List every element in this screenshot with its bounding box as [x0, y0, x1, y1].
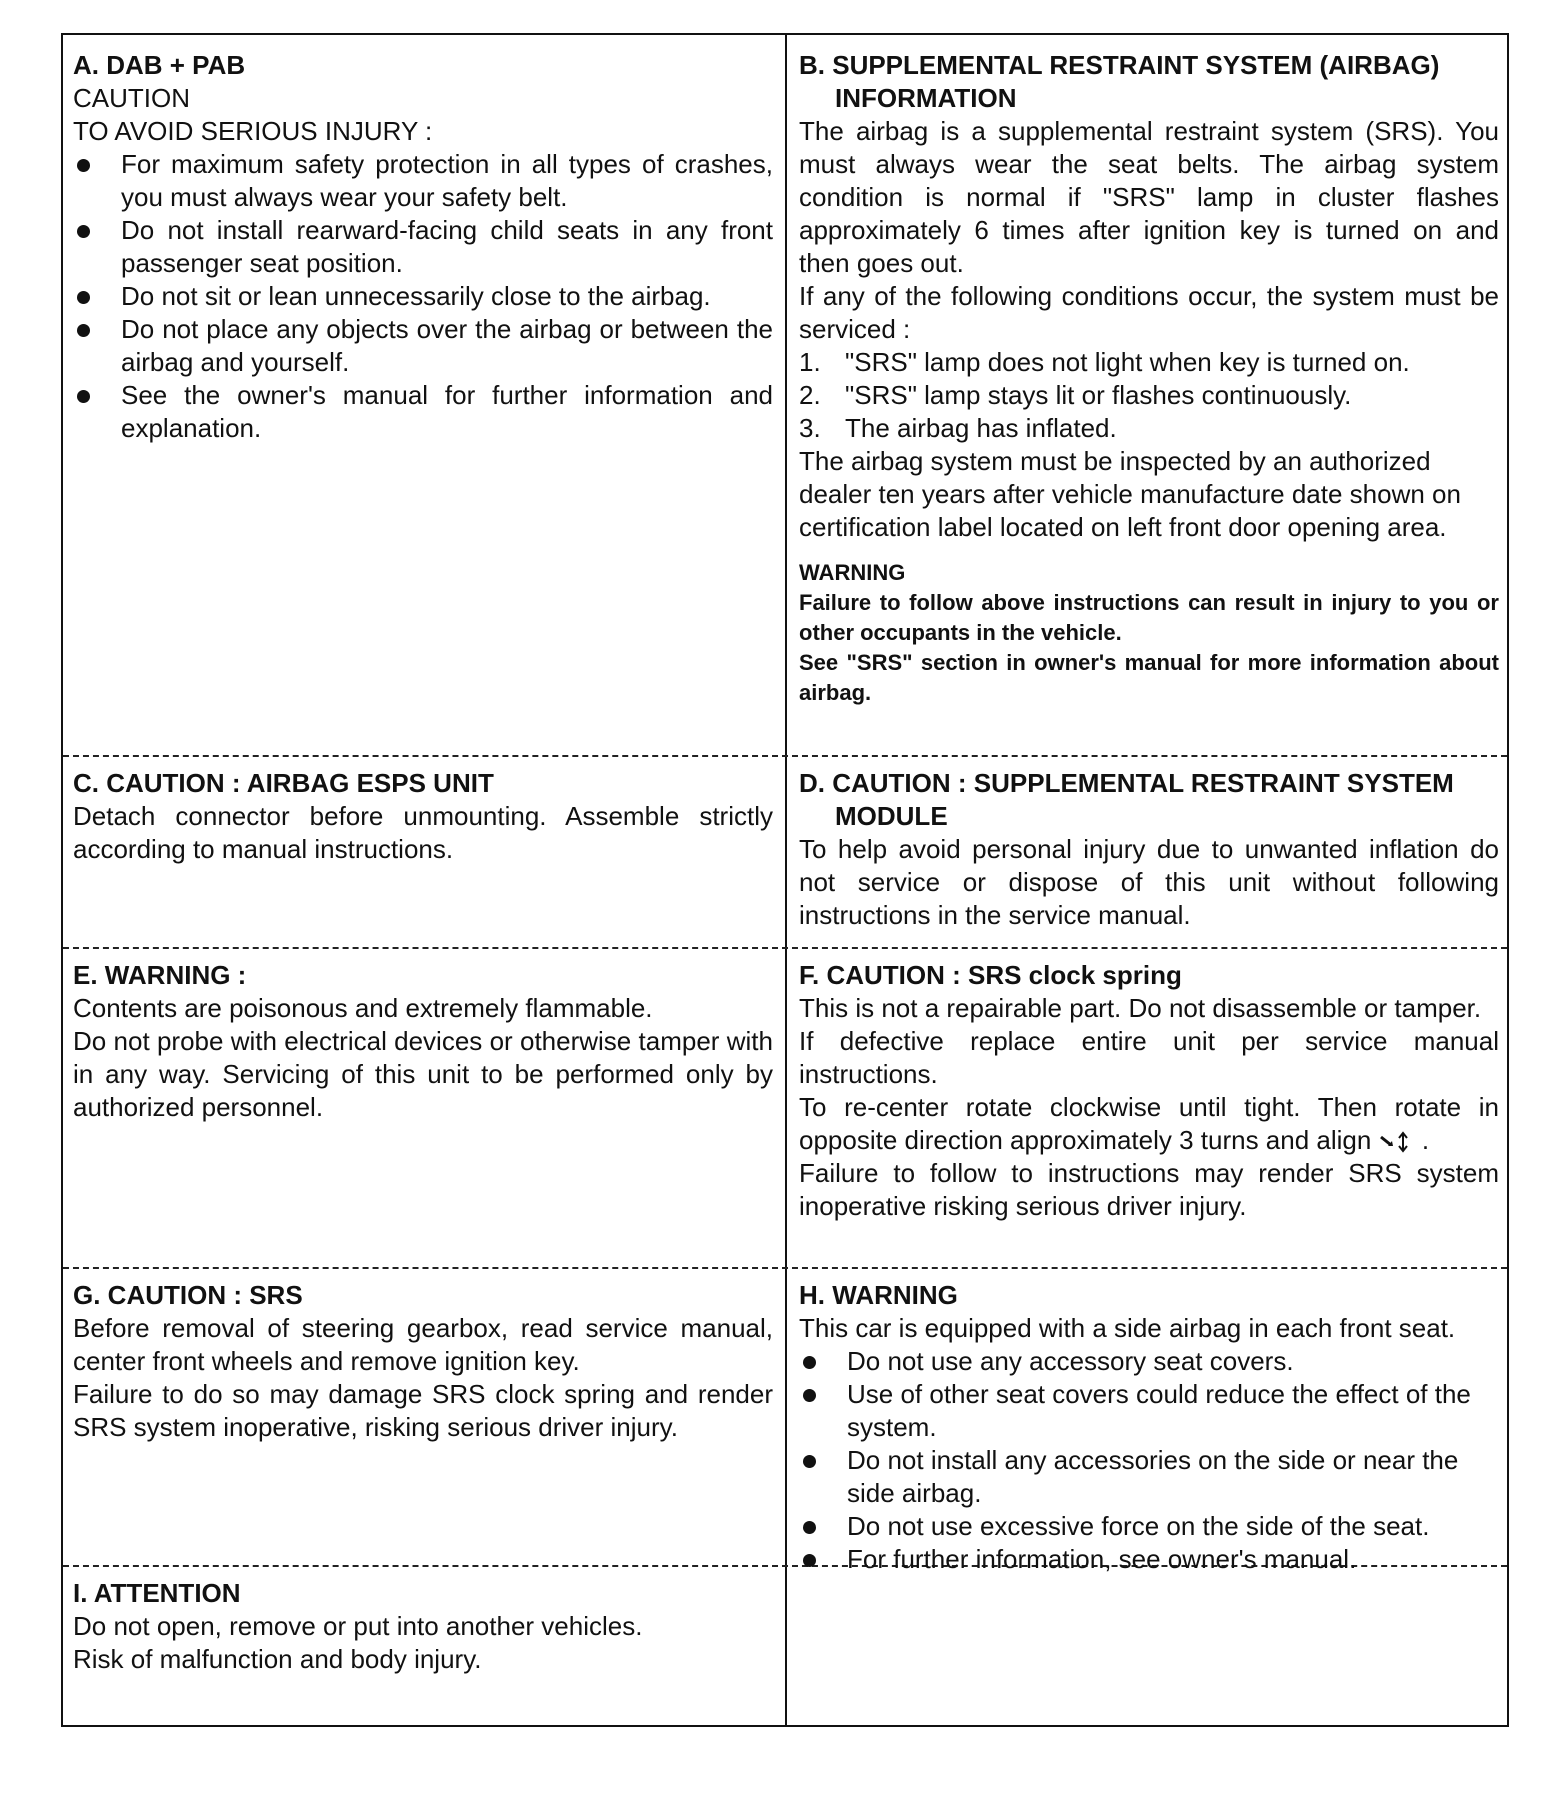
- section-a-intro: TO AVOID SERIOUS INJURY :: [73, 116, 433, 146]
- list-item: 2. "SRS" lamp stays lit or flashes continuously.: [799, 380, 1352, 410]
- row-divider: [63, 1267, 1507, 1269]
- label-sheet: [61, 33, 1509, 1727]
- section-a: [73, 49, 773, 445]
- section-e-title: E. WARNING :: [73, 960, 247, 990]
- list-item: Do not use any accessory seat covers.: [799, 1345, 1499, 1378]
- section-b-title: B. SUPPLEMENTAL RESTRAINT SYSTEM (AIRBAG) INFORMATION: [799, 50, 1440, 113]
- section-b: [799, 49, 1499, 708]
- align-arrows-icon: [1379, 1131, 1415, 1153]
- section-a-bullets: [73, 148, 773, 445]
- section-g-line2: Failure to do so may damage SRS clock spring and render SRS system inoperative, risking serious driver injury.: [73, 1379, 773, 1442]
- section-c-title: C. CAUTION : AIRBAG ESPS UNIT: [73, 768, 494, 798]
- bullet-icon: [803, 1554, 816, 1567]
- list-item: Use of other seat covers could reduce the effect of the system.: [799, 1378, 1499, 1444]
- section-b-list: [799, 346, 1499, 445]
- list-item: For maximum safety protection in all types of crashes, you must always wear your safety belt.: [73, 148, 773, 214]
- section-e: [73, 959, 773, 1124]
- row-divider: [63, 947, 1507, 949]
- section-i-line1: Do not open, remove or put into another vehicles.: [73, 1611, 643, 1641]
- row-divider: [63, 755, 1507, 757]
- list-item: Do not install any accessories on the side or near the side airbag.: [799, 1444, 1499, 1510]
- list-item: Do not place any objects over the airbag or between the airbag and yourself.: [73, 313, 773, 379]
- bullet-icon: [77, 225, 90, 238]
- warning-title: WARNING: [799, 560, 906, 585]
- list-item: 3. The airbag has inflated.: [799, 413, 1117, 443]
- section-f-line2: If defective replace entire unit per service manual instructions.: [799, 1026, 1499, 1089]
- section-f-line4: Failure to follow to instructions may render SRS system inoperative risking serious driver injury.: [799, 1158, 1499, 1221]
- bullet-icon: [803, 1521, 816, 1534]
- bullet-icon: [77, 390, 90, 403]
- bullet-icon: [77, 159, 90, 172]
- section-d-title: D. CAUTION : SUPPLEMENTAL RESTRAINT SYSTEM MODULE: [799, 768, 1454, 831]
- list-item: Do not sit or lean unnecessarily close to the airbag.: [73, 280, 773, 313]
- list-item: 1. "SRS" lamp does not light when key is turned on.: [799, 347, 1410, 377]
- section-i-line2: Risk of malfunction and body injury.: [73, 1644, 482, 1674]
- section-f-line3: To re-center rotate clockwise until tight. Then rotate in opposite direction approximately 3 turns and align .: [799, 1092, 1499, 1155]
- section-f-line1: This is not a repairable part. Do not disassemble or tamper.: [799, 993, 1482, 1023]
- section-h-bullets: [799, 1345, 1499, 1576]
- section-e-line1: Contents are poisonous and extremely flammable.: [73, 993, 653, 1023]
- section-g-title: G. CAUTION : SRS: [73, 1280, 303, 1310]
- section-b-para3: The airbag system must be inspected by an authorized dealer ten years after vehicle manufacture date shown on certification label located on left front door opening area.: [799, 446, 1461, 542]
- section-c: [73, 767, 773, 866]
- section-i-title: I. ATTENTION: [73, 1578, 241, 1608]
- section-i: [73, 1577, 773, 1676]
- bullet-icon: [803, 1356, 816, 1369]
- bullet-icon: [803, 1455, 816, 1468]
- list-item: Do not use excessive force on the side of the seat.: [799, 1510, 1499, 1543]
- section-g-line1: Before removal of steering gearbox, read service manual, center front wheels and remove ignition key.: [73, 1313, 773, 1376]
- section-b-para1: The airbag is a supplemental restraint system (SRS). You must always wear the seat belts. The airbag system condition is normal if "SRS" lamp in cluster flashes approximately 6 times after ignition key is turned on and then goes out.: [799, 116, 1499, 278]
- section-b-para2: If any of the following conditions occur, the system must be serviced :: [799, 281, 1499, 344]
- section-g: [73, 1279, 773, 1444]
- section-h-intro: This car is equipped with a side airbag in each front seat.: [799, 1313, 1456, 1343]
- section-h-title: H. WARNING: [799, 1280, 958, 1310]
- section-a-title: A. DAB + PAB: [73, 50, 246, 80]
- list-item: For further information, see owner's manual.: [799, 1543, 1499, 1576]
- list-item: Do not install rearward-facing child seats in any front passenger seat position.: [73, 214, 773, 280]
- section-f-title: F. CAUTION : SRS clock spring: [799, 960, 1182, 990]
- section-a-caution: CAUTION: [73, 83, 190, 113]
- bullet-icon: [803, 1389, 816, 1402]
- column-divider: [785, 35, 787, 1725]
- section-d-body: To help avoid personal injury due to unwanted inflation do not service or dispose of this unit without following instructions in the service manual.: [799, 834, 1499, 930]
- section-e-line2: Do not probe with electrical devices or otherwise tamper with in any way. Servicing of this unit to be performed only by authorized personnel.: [73, 1026, 773, 1122]
- list-item: See the owner's manual for further information and explanation.: [73, 379, 773, 445]
- section-d: [799, 767, 1499, 932]
- bullet-icon: [77, 324, 90, 337]
- section-b-warning: [799, 558, 1499, 708]
- bullet-icon: [77, 291, 90, 304]
- section-c-body: Detach connector before unmounting. Assemble strictly according to manual instructions.: [73, 801, 773, 864]
- section-h: [799, 1279, 1499, 1576]
- warning-line: See "SRS" section in owner's manual for more information about airbag.: [799, 650, 1499, 705]
- warning-line: Failure to follow above instructions can result in injury to you or other occupants in the vehicle.: [799, 590, 1499, 645]
- section-f: [799, 959, 1499, 1223]
